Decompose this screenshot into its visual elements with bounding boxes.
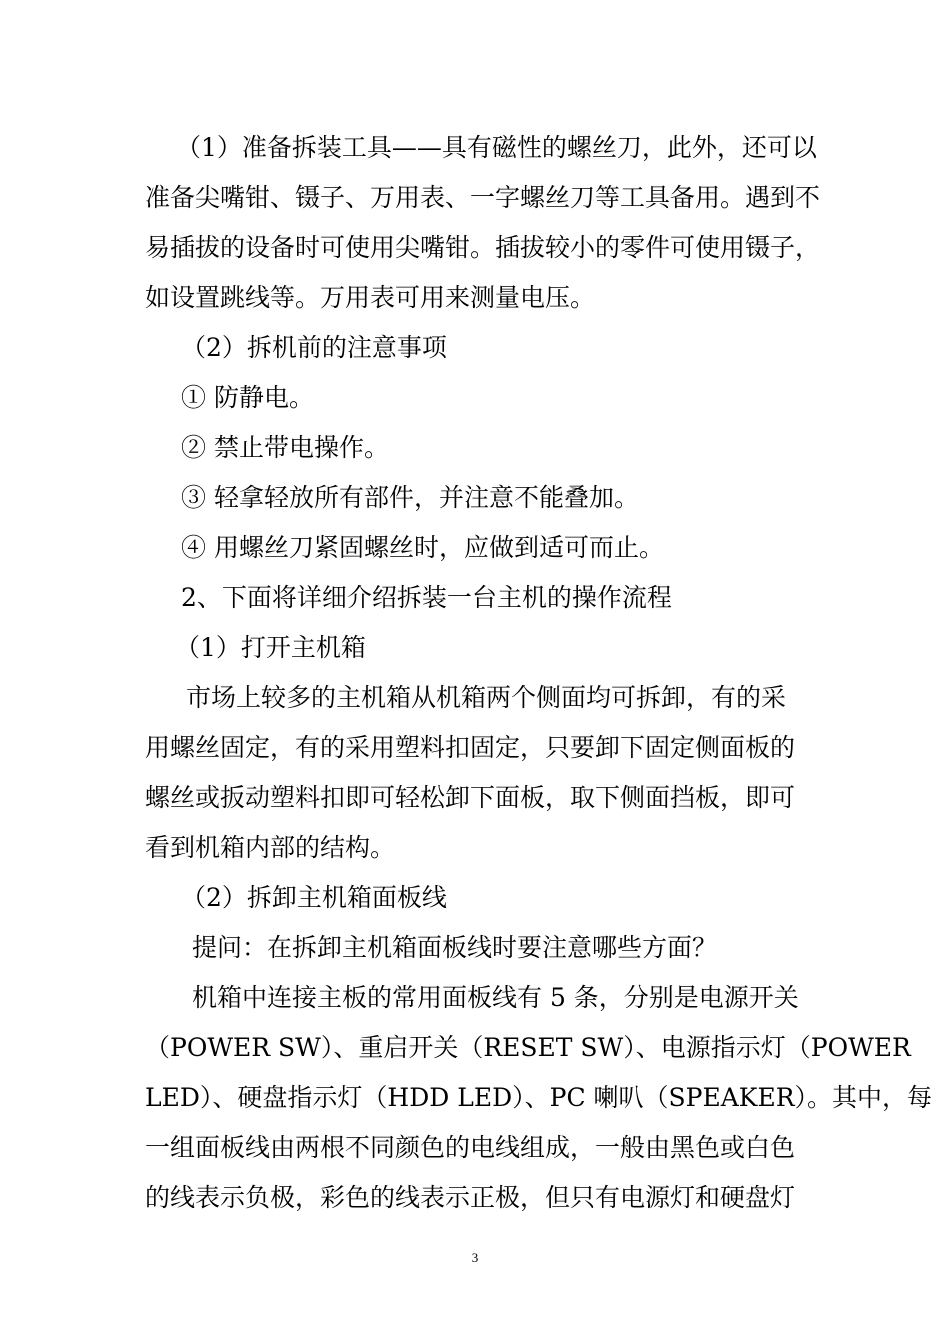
text-line: 螺丝或扳动塑料扣即可轻松卸下面板，取下侧面挡板，即可 (145, 783, 796, 812)
text-line: 如设置跳线等。万用表可用来测量电压。 (145, 283, 596, 312)
text-line: （1）准备拆装工具——具有磁性的螺丝刀，此外，还可以 (176, 133, 817, 162)
text-line: LED）、硬盘指示灯（HDD LED）、PC 喇叭（SPEAKER）。其中，每 (145, 1083, 933, 1112)
text-line: 看到机箱内部的结构。 (145, 833, 396, 862)
question-line: 提问：在拆卸主机箱面板线时要注意哪些方面？ (192, 933, 718, 962)
list-item: ③ 轻拿轻放所有部件，并注意不能叠加。 (181, 483, 639, 512)
text-line: 的线表示负极，彩色的线表示正极，但只有电源灯和硬盘灯 (145, 1183, 796, 1212)
text-line: （POWER SW）、重启开关（RESET SW）、电源指示灯（POWER (145, 1033, 911, 1062)
section-heading: 2、下面将详细介绍拆装一台主机的操作流程 (181, 583, 672, 612)
text-line: 市场上较多的主机箱从机箱两个侧面均可拆卸，有的采 (186, 683, 787, 712)
text-line: 一组面板线由两根不同颜色的电线组成，一般由黑色或白色 (145, 1133, 796, 1162)
section-heading: （1）打开主机箱 (175, 633, 366, 662)
text-line: 机箱中连接主板的常用面板线有 5 条，分别是电源开关 (192, 983, 799, 1012)
list-item: ② 禁止带电操作。 (181, 433, 389, 462)
text-line: 用螺丝固定，有的采用塑料扣固定，只要卸下固定侧面板的 (145, 733, 796, 762)
list-item: ④ 用螺丝刀紧固螺丝时，应做到适可而止。 (181, 533, 664, 562)
text-line: 准备尖嘴钳、镊子、万用表、一字螺丝刀等工具备用。遇到不 (145, 183, 821, 212)
page-number: 3 (471, 1250, 479, 1265)
list-item: ① 防静电。 (181, 383, 314, 412)
section-heading: （2）拆卸主机箱面板线 (181, 883, 447, 912)
text-line: 易插拔的设备时可使用尖嘴钳。插拔较小的零件可使用镊子， (145, 233, 821, 262)
section-heading: （2）拆机前的注意事项 (181, 333, 447, 362)
